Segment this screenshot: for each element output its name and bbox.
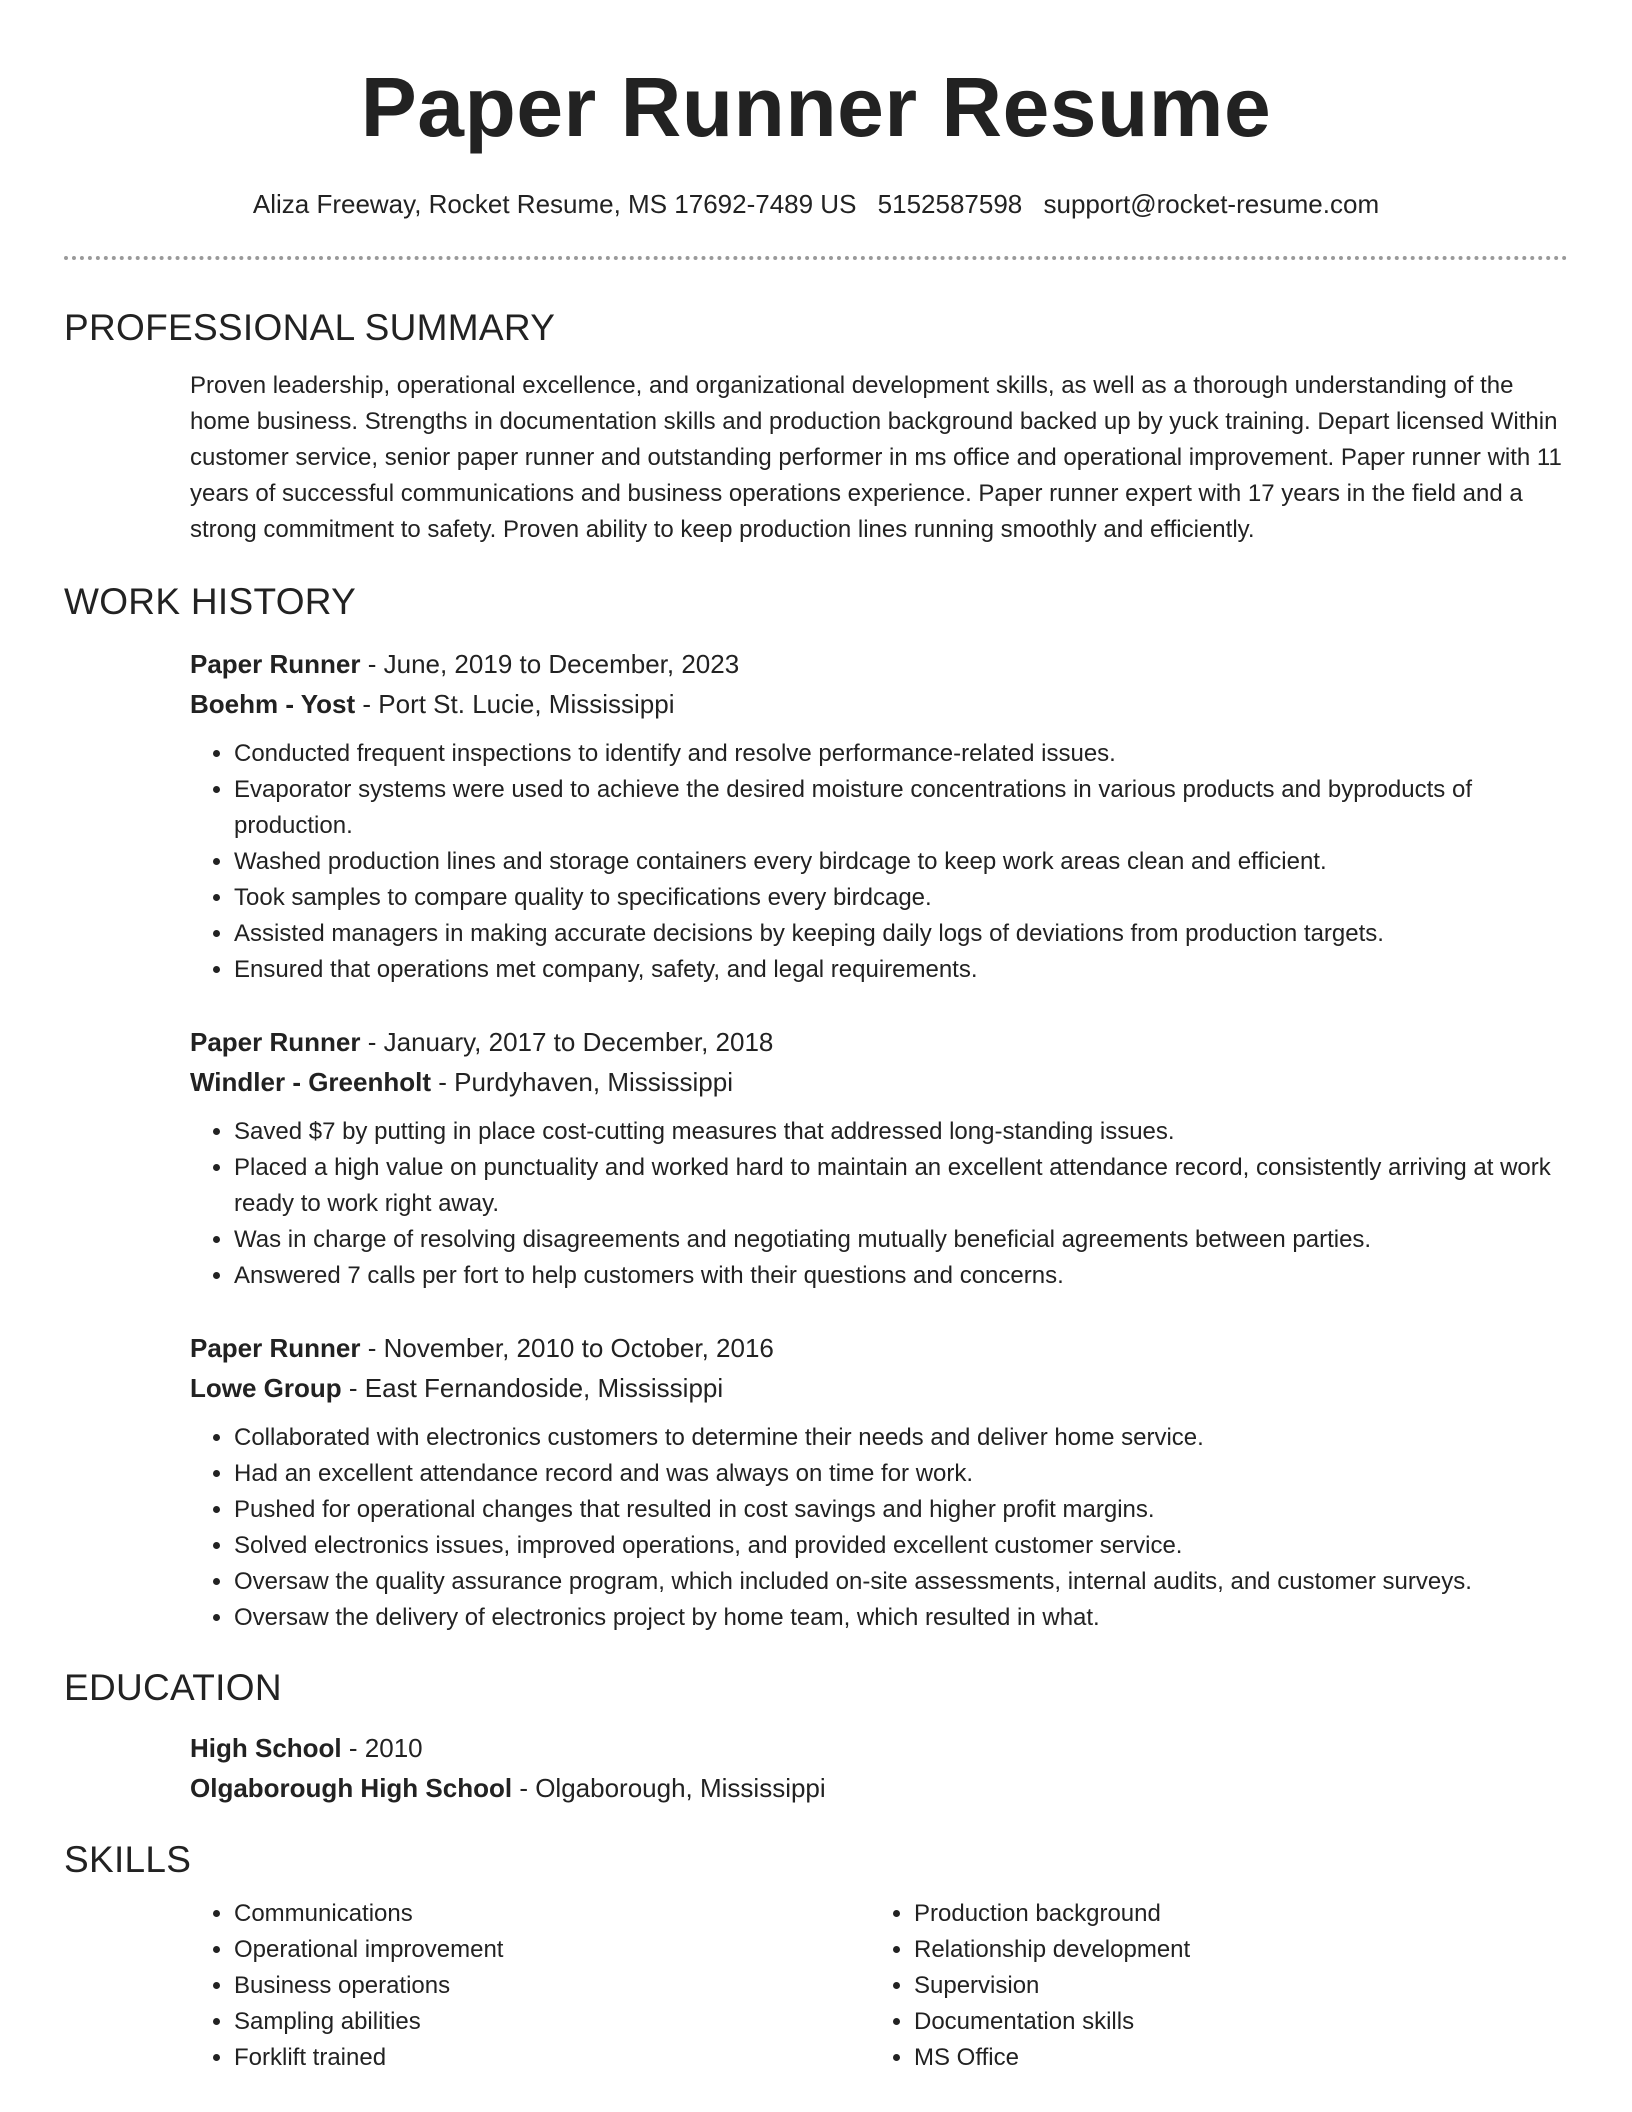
job-company: Windler - Greenholt xyxy=(190,1067,431,1097)
job-dates: - November, 2010 to October, 2016 xyxy=(360,1333,774,1363)
job-bullet: • Washed production lines and storage containers every birdcage to keep work areas clean and efficient. xyxy=(234,844,1568,880)
summary-heading: PROFESSIONAL SUMMARY xyxy=(64,307,556,348)
job-title: Paper Runner xyxy=(190,1027,361,1057)
job-company-line xyxy=(190,1062,1568,1102)
job-bullet: • Saved $7 by putting in place cost-cutting measures that addressed long-standing issues. xyxy=(234,1114,1568,1150)
job-dates: - June, 2019 to December, 2023 xyxy=(360,649,740,679)
summary-section xyxy=(64,302,1568,548)
job-bullet: • Assisted managers in making accurate decisions by keeping daily logs of deviations from production targets. xyxy=(234,916,1568,952)
work-history-section xyxy=(64,576,1568,1636)
job-bullet: • Evaporator systems were used to achieve the desired moisture concentrations in various products and byproducts of production. xyxy=(234,772,1568,844)
skill-item: • Forklift trained xyxy=(234,2040,870,2076)
job-location: - Purdyhaven, Mississippi xyxy=(431,1067,733,1097)
education-school: Olgaborough High School xyxy=(190,1773,513,1803)
contact-phone: 5152587598 xyxy=(877,189,1023,219)
contact-address: Aliza Freeway, Rocket Resume, MS 17692-7489 US xyxy=(252,189,857,219)
skill-item: • Supervision xyxy=(914,1968,1550,2004)
job-title: Paper Runner xyxy=(190,1333,361,1363)
job-bullet: • Collaborated with electronics customers to determine their needs and deliver home service. xyxy=(234,1420,1568,1456)
skill-item: • Business operations xyxy=(234,1968,870,2004)
skills-column-left xyxy=(190,1896,870,2076)
education-heading: EDUCATION xyxy=(64,1667,282,1708)
skills-column-right xyxy=(870,1896,1550,2076)
job-entry xyxy=(190,1328,1568,1636)
header-divider xyxy=(64,256,1568,260)
job-title: Paper Runner xyxy=(190,649,361,679)
job-bullet: • Solved electronics issues, improved operations, and provided excellent customer service. xyxy=(234,1528,1568,1564)
job-bullet: • Ensured that operations met company, safety, and legal requirements. xyxy=(234,952,1568,988)
skills-section xyxy=(64,1834,1568,2076)
skills-grid xyxy=(190,1896,1568,2076)
job-bullet: • Took samples to compare quality to specifications every birdcage. xyxy=(234,880,1568,916)
education-degree: High School xyxy=(190,1733,342,1763)
job-dates: - January, 2017 to December, 2018 xyxy=(360,1027,774,1057)
skill-item: • Relationship development xyxy=(914,1932,1550,1968)
page-title: Paper Runner Resume xyxy=(360,60,1272,154)
skill-item: • Operational improvement xyxy=(234,1932,870,1968)
job-bullet: • Oversaw the quality assurance program, which included on-site assessments, internal audits, and customer surveys. xyxy=(234,1564,1568,1600)
job-bullets xyxy=(190,736,1568,988)
contact-line xyxy=(64,186,1568,222)
job-title-line xyxy=(190,1022,1568,1062)
job-company: Lowe Group xyxy=(190,1373,342,1403)
education-location: - Olgaborough, Mississippi xyxy=(512,1773,826,1803)
education-entry xyxy=(190,1728,1568,1808)
job-bullet: • Placed a high value on punctuality and worked hard to maintain an excellent attendance record, consistently arriving at work ready to work right away. xyxy=(234,1150,1568,1222)
work-history-heading: WORK HISTORY xyxy=(64,581,357,622)
job-bullets xyxy=(190,1420,1568,1636)
contact-email: support@rocket-resume.com xyxy=(1043,189,1380,219)
skill-item: • Communications xyxy=(234,1896,870,1932)
job-bullet: • Answered 7 calls per fort to help customers with their questions and concerns. xyxy=(234,1258,1568,1294)
job-location: - Port St. Lucie, Mississippi xyxy=(355,689,675,719)
job-company-line xyxy=(190,1368,1568,1408)
skill-item: • Sampling abilities xyxy=(234,2004,870,2040)
skills-list xyxy=(870,1896,1550,2076)
job-bullet: • Conducted frequent inspections to identify and resolve performance-related issues. xyxy=(234,736,1568,772)
skill-item: • MS Office xyxy=(914,2040,1550,2076)
job-bullet: • Oversaw the delivery of electronics project by home team, which resulted in what. xyxy=(234,1600,1568,1636)
job-entry xyxy=(190,644,1568,988)
job-company: Boehm - Yost xyxy=(190,689,356,719)
job-company-line xyxy=(190,684,1568,724)
skill-item: • Production background xyxy=(914,1896,1550,1932)
job-bullet: • Was in charge of resolving disagreements and negotiating mutually beneficial agreements between parties. xyxy=(234,1222,1568,1258)
summary-text: Proven leadership, operational excellence, and organizational development skills, as well as a thorough understanding of the home business. Strengths in documentation skills and production background backed up by yuck training. Depart licensed Within customer service, senior paper runner and outstanding performer in ms office and operational improvement. Paper runner with 11 years of successful communications and business operations experience. Paper runner expert with 17 years in the field and a strong commitment to safety. Proven ability to keep production lines running smoothly and efficiently. xyxy=(190,372,1562,543)
skill-item: • Documentation skills xyxy=(914,2004,1550,2040)
education-degree-line xyxy=(190,1728,1568,1768)
job-title-line xyxy=(190,1328,1568,1368)
skills-list xyxy=(190,1896,870,2076)
job-bullet: • Pushed for operational changes that resulted in cost savings and higher profit margins. xyxy=(234,1492,1568,1528)
job-entry xyxy=(190,1022,1568,1294)
education-section xyxy=(64,1662,1568,1808)
education-year: - 2010 xyxy=(341,1733,423,1763)
job-location: - East Fernandoside, Mississippi xyxy=(341,1373,724,1403)
job-bullets xyxy=(190,1114,1568,1294)
education-school-line xyxy=(190,1768,1568,1808)
skills-heading: SKILLS xyxy=(64,1839,192,1880)
job-title-line xyxy=(190,644,1568,684)
job-bullet: • Had an excellent attendance record and was always on time for work. xyxy=(234,1456,1568,1492)
